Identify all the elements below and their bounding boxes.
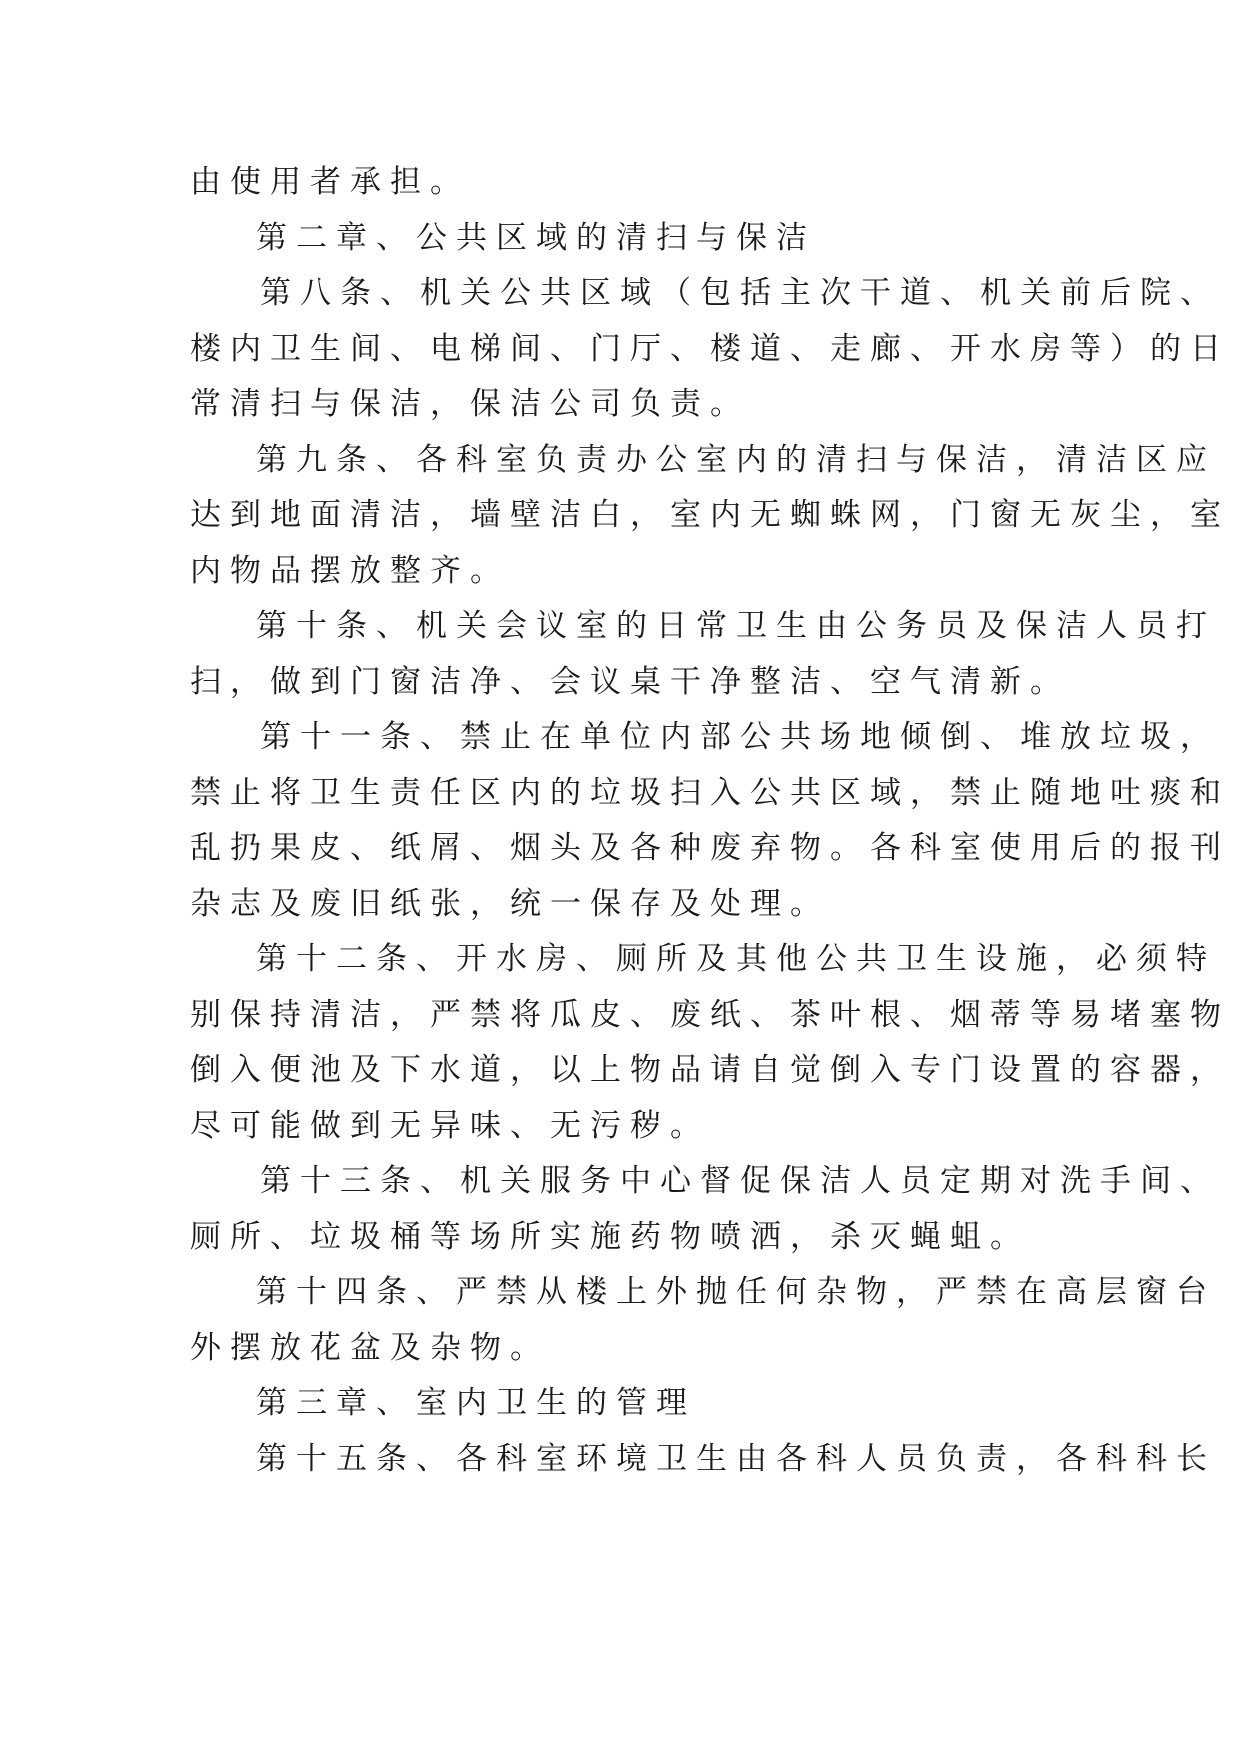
paragraph-line: 第十一条、禁止在单位内部公共场地倾倒、堆放垃圾， [260,719,1220,755]
paragraph-line: 禁止将卫生责任区内的垃圾扫入公共区域，禁止随地吐痰和 [190,774,1230,811]
paragraph-line: 第十条、机关会议室的日常卫生由公务员及保洁人员打 [256,608,1216,644]
paragraph-line: 第十四条、严禁从楼上外抛任何杂物，严禁在高层窗台 [256,1274,1216,1310]
paragraph-line: 扫，做到门窗洁净、会议桌干净整洁、空气清新。 [190,663,1070,700]
paragraph-line: 第十三条、机关服务中心督促保洁人员定期对洗手间、 [260,1163,1220,1199]
paragraph-line: 尽可能做到无异味、无污秽。 [190,1107,710,1144]
paragraph-line: 第十二条、开水房、厕所及其他公共卫生设施，必须特 [256,941,1216,977]
chapter-heading: 第三章、室内卫生的管理 [256,1385,696,1421]
paragraph-line: 达到地面清洁，墙壁洁白，室内无蜘蛛网，门窗无灰尘，室 [190,497,1230,533]
paragraph-line: 杂志及废旧纸张，统一保存及处理。 [190,885,830,922]
paragraph-line: 第九条、各科室负责办公室内的清扫与保洁，清洁区应 [256,441,1216,478]
paragraph-line: 别保持清洁，严禁将瓜皮、废纸、茶叶根、烟蒂等易堵塞物 [190,996,1230,1033]
paragraph-line: 第八条、机关公共区域（包括主次干道、机关前后院、 [260,275,1220,311]
document-body [190,155,1230,1487]
paragraph-line: 内物品摆放整齐。 [190,552,510,589]
paragraph-line: 外摆放花盆及杂物。 [190,1329,550,1366]
paragraph-line: 常清扫与保洁，保洁公司负责。 [190,386,750,422]
paragraph-line: 倒入便池及下水道，以上物品请自觉倒入专门设置的容器， [190,1052,1230,1088]
paragraph-line: 第十五条、各科室环境卫生由各科人员负责，各科科长 [256,1440,1216,1477]
paragraph-line: 厕所、垃圾桶等场所实施药物喷洒，杀灭蝇蛆。 [190,1218,1030,1255]
chapter-heading: 第二章、公共区域的清扫与保洁 [256,219,816,256]
paragraph-line: 楼内卫生间、电梯间、门厅、楼道、走廊、开水房等）的日 [190,330,1230,367]
paragraph-line: 乱扔果皮、纸屑、烟头及各种废弃物。各科室使用后的报刊 [190,830,1230,866]
paragraph-line: 由使用者承担。 [190,164,470,200]
